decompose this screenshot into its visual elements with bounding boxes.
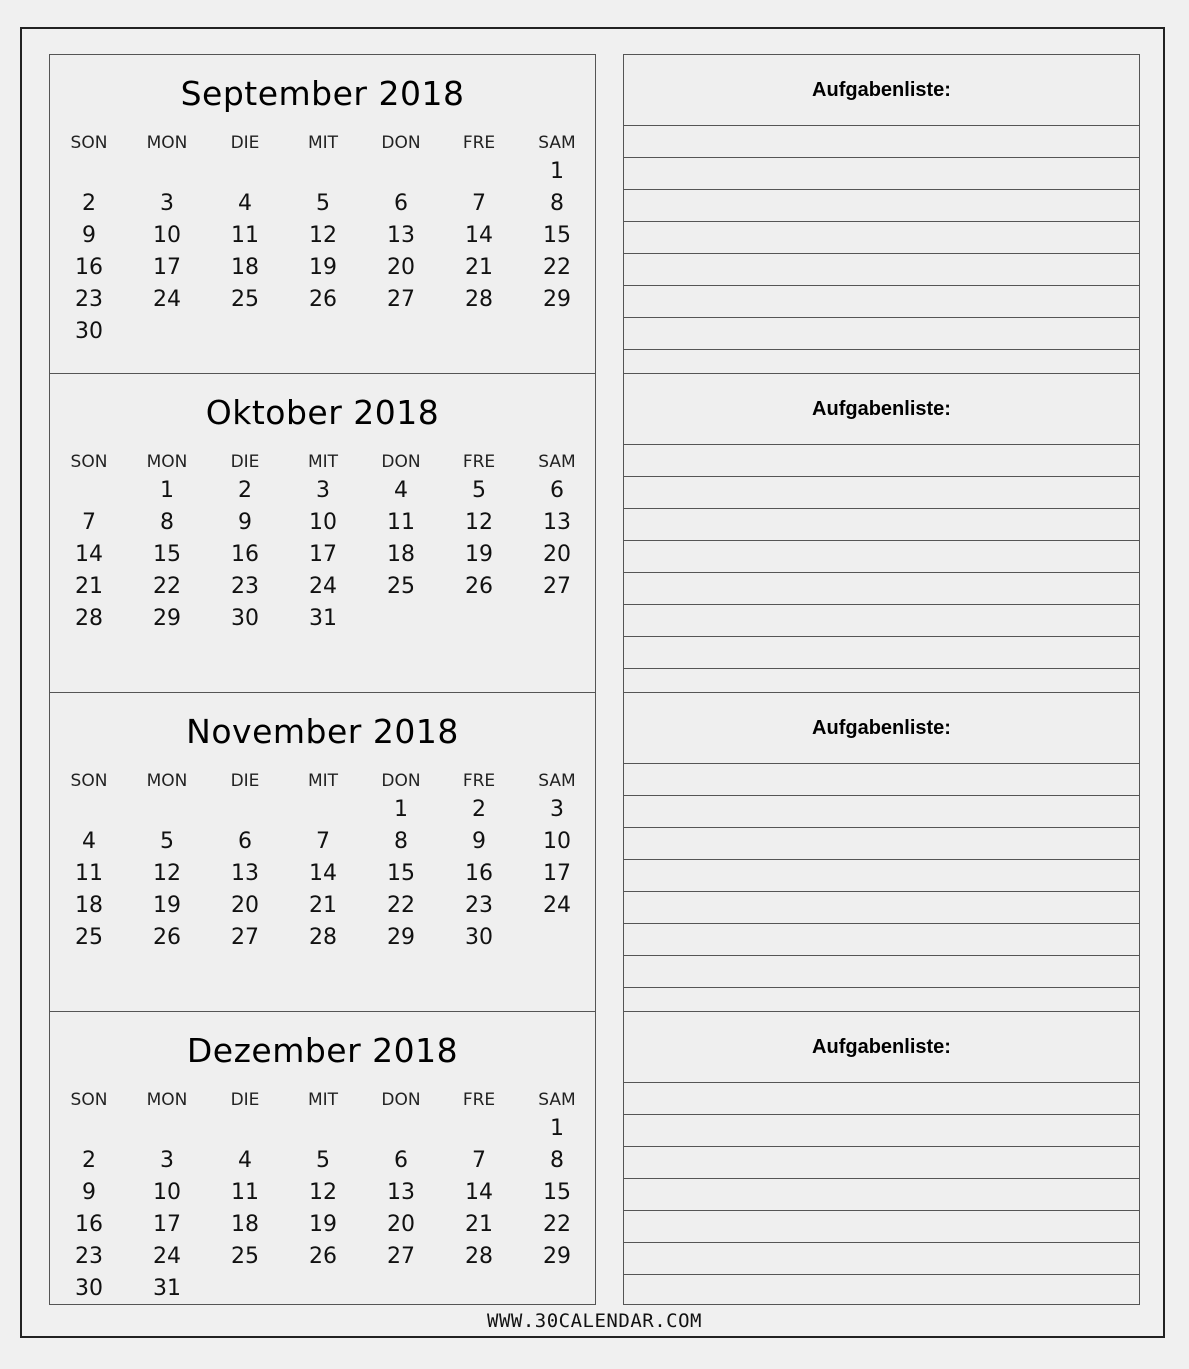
day-cell: 8 — [550, 191, 564, 216]
day-cell: 2 — [238, 478, 252, 503]
weekday-label: MIT — [307, 771, 339, 791]
day-cell: 24 — [153, 287, 181, 312]
day-cell: 16 — [465, 861, 493, 886]
day-cell: 25 — [387, 574, 415, 599]
day-cell: 17 — [309, 542, 337, 567]
day-cell: 6 — [550, 478, 564, 503]
day-cell: 8 — [160, 510, 174, 535]
day-cell: 1 — [550, 1116, 564, 1141]
task-line[interactable] — [624, 285, 1139, 286]
task-line[interactable] — [624, 955, 1139, 956]
day-cell: 5 — [316, 1148, 330, 1173]
day-cell: 4 — [394, 478, 408, 503]
task-list-title: Aufgabenliste: — [812, 1036, 951, 1058]
day-cell: 8 — [550, 1148, 564, 1173]
day-cell: 13 — [387, 1180, 415, 1205]
weekday-label: MIT — [307, 133, 339, 153]
day-cell: 6 — [394, 1148, 408, 1173]
day-cell: 26 — [465, 574, 493, 599]
task-line[interactable] — [624, 923, 1139, 924]
footer-url: WWW.30CALENDAR.COM — [487, 1310, 702, 1332]
day-cell: 7 — [472, 191, 486, 216]
weekday-label: SAM — [538, 133, 576, 153]
task-line[interactable] — [624, 444, 1139, 445]
day-cell: 21 — [465, 1212, 493, 1237]
day-cell: 28 — [465, 287, 493, 312]
weekday-label: DIE — [230, 1090, 260, 1110]
task-line[interactable] — [624, 763, 1139, 764]
day-cell: 11 — [231, 1180, 259, 1205]
day-cell: 29 — [387, 925, 415, 950]
task-line[interactable] — [624, 1210, 1139, 1211]
day-cell: 21 — [75, 574, 103, 599]
task-line[interactable] — [624, 1146, 1139, 1147]
day-cell: 2 — [82, 1148, 96, 1173]
day-cell: 24 — [309, 574, 337, 599]
day-cell: 23 — [231, 574, 259, 599]
day-cell: 10 — [543, 829, 571, 854]
day-cell: 24 — [543, 893, 571, 918]
task-line[interactable] — [624, 221, 1139, 222]
day-cell: 22 — [153, 574, 181, 599]
task-list-title: Aufgabenliste: — [812, 398, 951, 420]
day-cell: 1 — [160, 478, 174, 503]
task-line[interactable] — [624, 1274, 1139, 1275]
day-cell: 29 — [153, 606, 181, 631]
day-cell: 30 — [231, 606, 259, 631]
weekday-label: DIE — [230, 133, 260, 153]
task-line[interactable] — [624, 508, 1139, 509]
day-cell: 22 — [543, 255, 571, 280]
day-cell: 12 — [309, 223, 337, 248]
day-cell: 22 — [387, 893, 415, 918]
weekday-label: MON — [146, 133, 188, 153]
day-cell: 14 — [309, 861, 337, 886]
day-cell: 15 — [153, 542, 181, 567]
month-calendar — [49, 373, 596, 693]
day-cell: 10 — [153, 223, 181, 248]
day-cell: 25 — [231, 287, 259, 312]
day-cell: 4 — [238, 191, 252, 216]
weekday-label: MON — [146, 1090, 188, 1110]
day-cell: 11 — [387, 510, 415, 535]
weekday-label: SON — [70, 133, 108, 153]
day-cell: 26 — [309, 287, 337, 312]
day-cell: 17 — [543, 861, 571, 886]
task-line[interactable] — [624, 157, 1139, 158]
month-calendar — [49, 692, 596, 1012]
day-cell: 28 — [75, 606, 103, 631]
task-line[interactable] — [624, 1114, 1139, 1115]
day-cell: 2 — [82, 191, 96, 216]
day-cell: 20 — [387, 255, 415, 280]
day-cell: 5 — [472, 478, 486, 503]
day-cell: 13 — [543, 510, 571, 535]
day-cell: 28 — [309, 925, 337, 950]
day-cell: 15 — [387, 861, 415, 886]
day-cell: 14 — [465, 1180, 493, 1205]
day-cell: 17 — [153, 255, 181, 280]
day-cell: 5 — [316, 191, 330, 216]
task-line[interactable] — [624, 253, 1139, 254]
day-cell: 19 — [465, 542, 493, 567]
day-cell: 16 — [75, 255, 103, 280]
weekday-label: SAM — [538, 1090, 576, 1110]
day-cell: 30 — [465, 925, 493, 950]
day-cell: 7 — [316, 829, 330, 854]
day-cell: 29 — [543, 287, 571, 312]
task-list-panel — [623, 373, 1140, 693]
task-line[interactable] — [624, 540, 1139, 541]
day-cell: 25 — [75, 925, 103, 950]
task-line[interactable] — [624, 476, 1139, 477]
day-cell: 18 — [387, 542, 415, 567]
day-cell: 9 — [472, 829, 486, 854]
weekday-label: SON — [70, 771, 108, 791]
weekday-label: MON — [146, 452, 188, 472]
weekday-label: FRE — [462, 452, 496, 472]
task-list-panel — [623, 1011, 1140, 1305]
day-cell: 11 — [75, 861, 103, 886]
weekday-label: DON — [381, 771, 421, 791]
day-cell: 2 — [472, 797, 486, 822]
day-cell: 27 — [231, 925, 259, 950]
month-title: September 2018 — [180, 74, 465, 113]
day-cell: 18 — [231, 1212, 259, 1237]
weekday-label: MIT — [307, 452, 339, 472]
day-cell: 23 — [465, 893, 493, 918]
day-cell: 27 — [543, 574, 571, 599]
weekday-label: FRE — [462, 133, 496, 153]
day-cell: 30 — [75, 319, 103, 344]
weekday-label: DIE — [230, 771, 260, 791]
weekday-label: SON — [70, 1090, 108, 1110]
weekday-label: DON — [381, 133, 421, 153]
day-cell: 9 — [238, 510, 252, 535]
task-list-title: Aufgabenliste: — [812, 79, 951, 101]
task-line[interactable] — [624, 636, 1139, 637]
day-cell: 19 — [153, 893, 181, 918]
day-cell: 22 — [543, 1212, 571, 1237]
weekday-label: SAM — [538, 452, 576, 472]
task-line[interactable] — [624, 795, 1139, 796]
day-cell: 7 — [82, 510, 96, 535]
task-line[interactable] — [624, 349, 1139, 350]
task-line[interactable] — [624, 1082, 1139, 1083]
day-cell: 4 — [238, 1148, 252, 1173]
month-title: Oktober 2018 — [205, 393, 440, 432]
day-cell: 27 — [387, 287, 415, 312]
day-cell: 1 — [394, 797, 408, 822]
month-title: November 2018 — [186, 712, 459, 751]
day-cell: 17 — [153, 1212, 181, 1237]
task-line[interactable] — [624, 317, 1139, 318]
task-line[interactable] — [624, 1242, 1139, 1243]
task-line[interactable] — [624, 1178, 1139, 1179]
task-line[interactable] — [624, 604, 1139, 605]
day-cell: 3 — [160, 1148, 174, 1173]
month-title: Dezember 2018 — [186, 1031, 459, 1070]
day-cell: 11 — [231, 223, 259, 248]
day-cell: 13 — [387, 223, 415, 248]
day-cell: 23 — [75, 1244, 103, 1269]
day-cell: 3 — [160, 191, 174, 216]
day-cell: 3 — [550, 797, 564, 822]
day-cell: 25 — [231, 1244, 259, 1269]
task-line[interactable] — [624, 668, 1139, 669]
day-cell: 8 — [394, 829, 408, 854]
day-cell: 15 — [543, 223, 571, 248]
day-cell: 1 — [550, 159, 564, 184]
day-cell: 19 — [309, 1212, 337, 1237]
weekday-label: DON — [381, 452, 421, 472]
task-line[interactable] — [624, 189, 1139, 190]
day-cell: 12 — [465, 510, 493, 535]
day-cell: 5 — [160, 829, 174, 854]
task-line[interactable] — [624, 827, 1139, 828]
task-line[interactable] — [624, 891, 1139, 892]
day-cell: 13 — [231, 861, 259, 886]
task-line[interactable] — [624, 859, 1139, 860]
day-cell: 27 — [387, 1244, 415, 1269]
day-cell: 4 — [82, 829, 96, 854]
day-cell: 15 — [543, 1180, 571, 1205]
day-cell: 12 — [309, 1180, 337, 1205]
day-cell: 14 — [465, 223, 493, 248]
weekday-label: DON — [381, 1090, 421, 1110]
month-calendar — [49, 54, 596, 374]
weekday-label: SON — [70, 452, 108, 472]
day-cell: 26 — [153, 925, 181, 950]
day-cell: 21 — [465, 255, 493, 280]
day-cell: 10 — [153, 1180, 181, 1205]
day-cell: 7 — [472, 1148, 486, 1173]
weekday-label: DIE — [230, 452, 260, 472]
day-cell: 3 — [316, 478, 330, 503]
day-cell: 31 — [153, 1276, 181, 1301]
day-cell: 16 — [231, 542, 259, 567]
day-cell: 6 — [238, 829, 252, 854]
day-cell: 31 — [309, 606, 337, 631]
task-line[interactable] — [624, 572, 1139, 573]
day-cell: 18 — [231, 255, 259, 280]
day-cell: 9 — [82, 223, 96, 248]
day-cell: 9 — [82, 1180, 96, 1205]
day-cell: 12 — [153, 861, 181, 886]
task-list-title: Aufgabenliste: — [812, 717, 951, 739]
day-cell: 28 — [465, 1244, 493, 1269]
day-cell: 30 — [75, 1276, 103, 1301]
day-cell: 16 — [75, 1212, 103, 1237]
weekday-label: FRE — [462, 771, 496, 791]
day-cell: 21 — [309, 893, 337, 918]
weekday-label: SAM — [538, 771, 576, 791]
day-cell: 10 — [309, 510, 337, 535]
day-cell: 26 — [309, 1244, 337, 1269]
task-line[interactable] — [624, 987, 1139, 988]
task-line[interactable] — [624, 125, 1139, 126]
weekday-label: MON — [146, 771, 188, 791]
day-cell: 19 — [309, 255, 337, 280]
task-list-panel — [623, 692, 1140, 1012]
weekday-label: MIT — [307, 1090, 339, 1110]
month-calendar — [49, 1011, 596, 1305]
day-cell: 20 — [231, 893, 259, 918]
task-list-panel — [623, 54, 1140, 374]
day-cell: 18 — [75, 893, 103, 918]
day-cell: 29 — [543, 1244, 571, 1269]
day-cell: 14 — [75, 542, 103, 567]
day-cell: 20 — [387, 1212, 415, 1237]
day-cell: 6 — [394, 191, 408, 216]
weekday-label: FRE — [462, 1090, 496, 1110]
day-cell: 20 — [543, 542, 571, 567]
day-cell: 23 — [75, 287, 103, 312]
day-cell: 24 — [153, 1244, 181, 1269]
